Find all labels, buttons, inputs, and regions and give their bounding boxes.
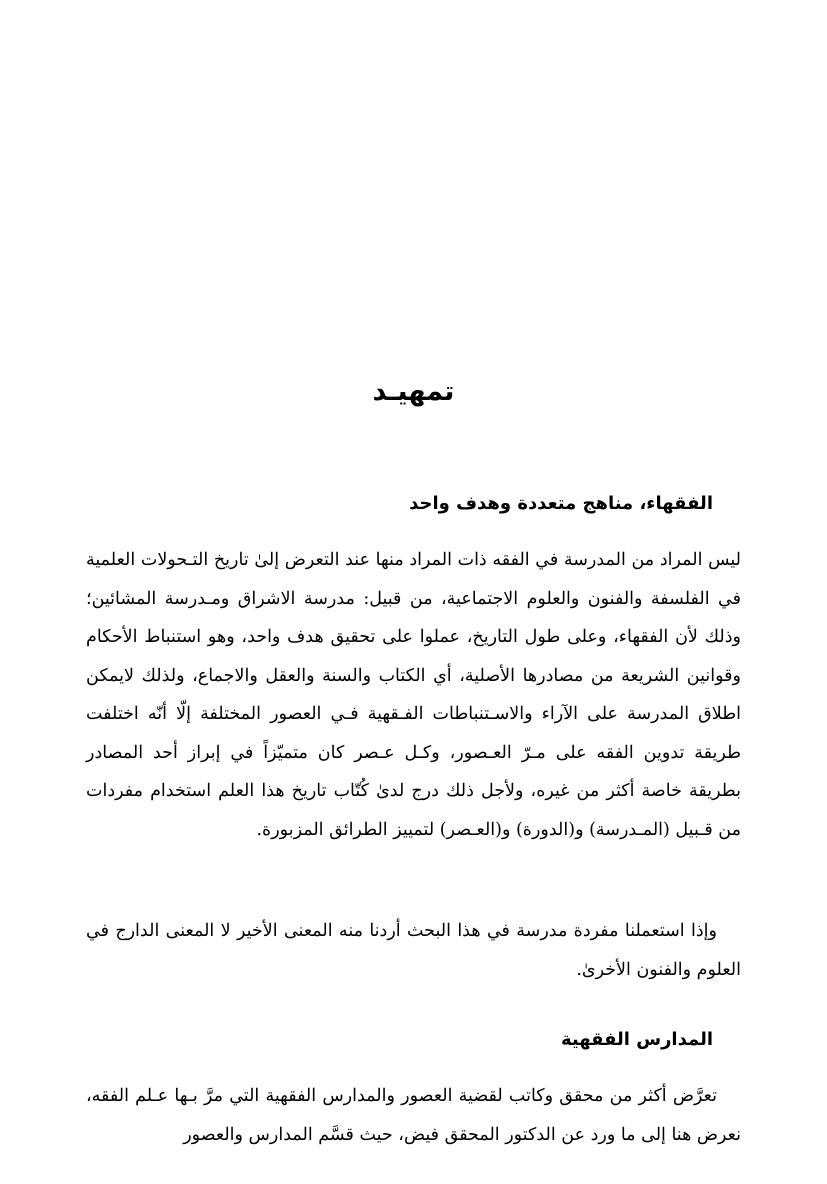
chapter-title: تمهيـد <box>372 376 455 407</box>
paragraph-term-usage: وإذا استعملنا مفردة مدرسة في هذا البحث أردنا منه المعنى الأخير لا المعنى الدارج في العلوم والفنون الأخرىٰ. <box>86 921 741 980</box>
section-heading-jurists: الفقهاء، مناهج متعددة وهدف واحد <box>409 493 713 514</box>
paragraph-school-meaning: ليس المراد من المدرسة في الفقه ذات المراد منها عند التعرض إلىٰ تاريخ التـحولات العلمية في الفلسفة والفنون والعلوم الاجتماعية، من قبيل: مدرسة الاشراق ومـدرسة المشائين؛ وذلك لأن الفقهاء، وعلى طول التاريخ، عملوا على تحقيق هدف واحد، وهو استنباط الأحكام وقوانين الشريعة من مصادرها الأصلية، أي الكتاب والسنة والعقل والاجماع، ولذلك لايمكن اطلاق المدرسة على الآراء والاسـتنباطات الفـقهية فـي العصور المختلفة إلّا أنّه اختلفت طريقة تدوين الفقه على مـرّ العـصور، وكـل عـصر كان متميّزاً في إبراز أحد المصادر بطريقة خاصة أكثر من غيره، ولأجل ذلك درج لدىٰ كُتّاب تاريخ هذا العلم استخدام مفردات من قـبيل (المـدرسة) و(الدورة) و(العـصر) لتمييز الطرائق المزبورة. <box>86 550 741 840</box>
section-heading-fiqh-schools: المدارس الفقهية <box>560 1029 713 1050</box>
paragraph-fiqh-schools-intro: تعرَّض أكثر من محقق وكاتب لقضية العصور والمدارس الفقهية التي مرَّ بـها عـلم الفقه، نعرض هنا إلى ما ورد عن الدكتور المحقق فيض، حيث قسَّم المدارس والعصور <box>86 1086 741 1145</box>
